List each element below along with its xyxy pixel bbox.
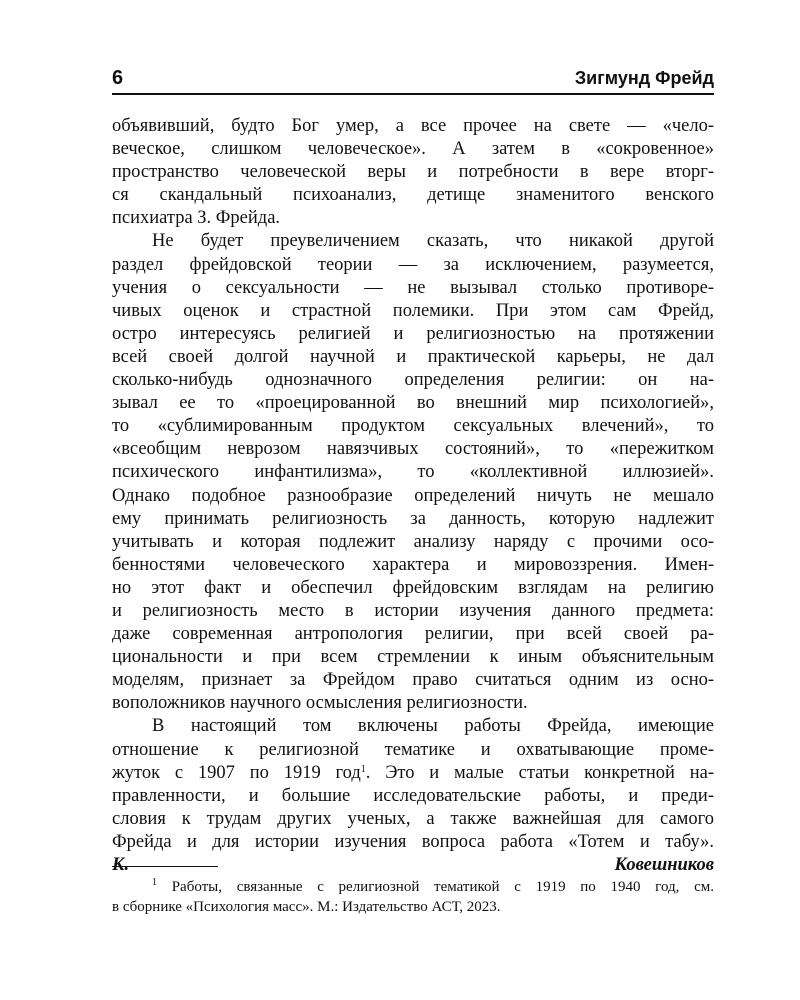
running-head-author: Зигмунд Фрейд [574,68,714,88]
text-line: даже современная антропология религии, при всей своей ра- [112,624,714,645]
text-line: отношение к религиозной тематике и охватывающие проме- [112,739,714,760]
paragraph-2 [112,230,714,715]
text-line: учитывать и которая подлежит анализу наряду с прочими осо- [112,531,714,552]
text-line: зывал ее то «проецированной во внешний мир психологией», [112,393,714,414]
page-number: 6 [112,67,124,89]
text-line: психиатра З. Фрейда. [112,208,281,229]
text-line: Фрейда и для истории изучения вопроса работа «Тотем и табу». [112,831,714,852]
footnote-mark: 1 [152,877,157,888]
footnote-text: Работы, связанные с религиозной тематикой с 1919 по 1940 год, см. [171,879,714,895]
text-line: словия к трудам других ученых, а также важнейшая для самого [112,808,714,829]
text-line: воположников научного осмысления религиозности. [112,693,528,714]
text-run: жуток с 1907 по 1919 год [112,762,361,783]
text-line: чивых оценок и страстной полемики. При этом сам Фрейд, [112,300,714,321]
text-line: то «сублимированным продуктом сексуальных влечений», то [112,416,714,437]
text-line: Не будет преувеличением сказать, что никакой другой [152,231,714,252]
footnote-rule [112,866,218,867]
header-rule [112,93,714,95]
text-line: объявивший, будто Бог умер, а все прочее на свете — «чело- [112,116,714,136]
text-line: сколько-нибудь однозначного определения религии: он на- [112,370,714,391]
text-line: всей своей долгой научной и практической карьеры, не дал [112,346,714,367]
text-line: В настоящий том включены работы Фрейда, имеющие [152,716,714,737]
footnotes [112,877,714,917]
text-line: психического инфантилизма», то «коллективной иллюзией». [112,462,714,483]
footnote-line: в сборнике «Психология масс». М.: Издательство АСТ, 2023. [112,899,501,915]
text-line: пространство человеческой веры и потребности в вере вторг- [112,162,714,183]
text-line: правленности, и большие исследовательские работы, и преди- [112,785,714,806]
text-line: бенностями человеческого характера и мировоззрения. Имен- [112,554,714,575]
text-line: ему принимать религиозность за данность, которую надлежит [112,508,714,529]
paragraph-3 [112,715,714,854]
text-line: циональности и при всем стремлении к иным объяснительным [112,647,714,668]
text-line: «всеобщим неврозом навязчивых состояний», то «пережитком [112,439,714,460]
text-line: веческое, слишком человеческое». А затем в «сокровенное» [112,139,714,160]
footnote-reference[interactable]: 1 [360,763,366,775]
footnote-line [112,877,714,897]
text-line: ся скандальный психоанализ, детище знаменитого венского [112,185,714,206]
text-line: остро интересуясь религией и религиозностью на протяжении [112,323,714,344]
text-line: моделям, признает за Фрейдом право считаться одним из осно- [112,670,714,691]
text-line [112,762,714,785]
text-line: учения о сексуальности — не вызывал столько противоре- [112,277,714,298]
text-run: . Это и малые статьи конкретной на- [365,762,714,783]
text-line: Однако подобное разнообразие определений ничуть не мешало [112,485,714,506]
text-line: и религиозность место в истории изучения данного предмета: [112,600,714,621]
text-line: но этот факт и обеспечил фрейдовским взглядам на религию [112,577,714,598]
paragraph-1 [112,115,714,230]
page-header [112,66,714,92]
text-line: раздел фрейдовской теории — за исключением, разумеется, [112,254,714,275]
main-text [112,115,714,877]
author-signature: К. Ковешников [112,855,714,875]
